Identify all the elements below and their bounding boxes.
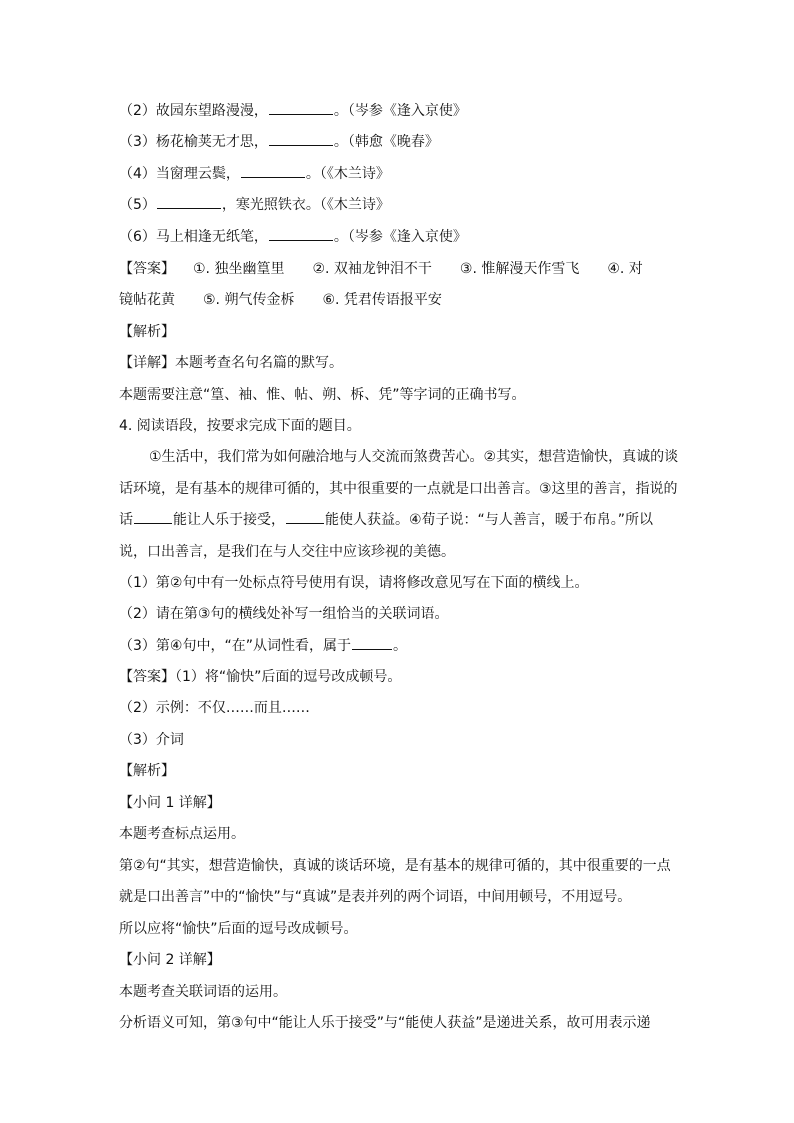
q4-subquestion-3 bbox=[119, 635, 679, 657]
q4-sub1-text-c: 就是口出善言”中的“愉快”与“真诚”是表并列的两个词语，中间用顿号，不用逗号。 bbox=[119, 889, 632, 905]
answer-blank bbox=[269, 101, 333, 115]
answer-blank bbox=[241, 164, 305, 178]
item-source: ，寒光照铁衣。（《木兰诗》 bbox=[221, 197, 390, 213]
q4-passage-line-1: ①生活中，我们常为如何融洽地与人交流而煞费苦心。②其实，想营造愉快，真诚的谈 bbox=[149, 449, 679, 465]
subquestion-text: 。 bbox=[392, 638, 407, 654]
item-source: 。（韩愈《晚春》 bbox=[333, 134, 439, 150]
answer-blank bbox=[157, 195, 221, 209]
passage-text: 话 bbox=[119, 512, 133, 528]
q3-detail: 【详解】本题考查名句名篇的默写。 bbox=[119, 355, 343, 371]
q3-item-5 bbox=[119, 194, 679, 216]
q4-subquestion-2: （2）请在第③句的横线处补写一组恰当的关联词语。 bbox=[119, 606, 449, 622]
answer-text: ①. 独坐幽篁里 ②. 双袖龙钟泪不干 ③. 惟解漫天作雪飞 ④. 对 bbox=[193, 261, 643, 277]
q4-sub1-text-d: 所以应将“愉快”后面的逗号改成顿号。 bbox=[119, 921, 358, 937]
q4-subquestion-1: （1）第②句中有一处标点符号使用有误，请将修改意见写在下面的横线上。 bbox=[119, 575, 589, 591]
item-source: 。（《木兰诗》 bbox=[305, 166, 390, 182]
q4-sub2-text-b: 分析语义可知，第③句中“能让人乐于接受”与“能使人获益”是递进关系，故可用表示递 bbox=[119, 1015, 651, 1031]
item-text: （3）杨花榆荚无才思， bbox=[119, 134, 268, 150]
q4-sub1-heading: 【小问 1 详解】 bbox=[119, 795, 221, 811]
answer-blank bbox=[269, 227, 333, 241]
item-source: 。（岑参《逢入京使》 bbox=[333, 103, 467, 119]
q4-passage-line-3 bbox=[119, 509, 679, 531]
q4-title: 4. 阅读语段，按要求完成下面的题目。 bbox=[119, 418, 361, 434]
q3-answer-line-2: 镜帖花黄 ⑤. 朔气传金柝 ⑥. 凭君传语报平安 bbox=[119, 292, 442, 308]
item-text: （6）马上相逢无纸笔， bbox=[119, 229, 268, 245]
q4-sub1-text-a: 本题考查标点运用。 bbox=[119, 826, 245, 842]
q3-analysis-label: 【解析】 bbox=[119, 324, 175, 340]
answer-blank bbox=[269, 132, 333, 146]
q4-passage-line-4: 说，口出善言，是我们在与人交往中应该珍视的美德。 bbox=[119, 544, 455, 560]
q4-sub2-heading: 【小问 2 详解】 bbox=[119, 952, 221, 968]
q4-analysis-label: 【解析】 bbox=[119, 763, 175, 779]
passage-text: 能使人获益。④荀子说：“与人善言，暖于布帛。”所以 bbox=[325, 512, 654, 528]
q3-answer-line-1 bbox=[119, 258, 679, 280]
item-source: 。（岑参《逢入京使》 bbox=[333, 229, 467, 245]
q4-answer-3: （3）介词 bbox=[119, 732, 184, 748]
q3-item-3 bbox=[119, 131, 679, 153]
subquestion-text: （3）第④句中，“在”从词性看，属于 bbox=[119, 638, 351, 654]
q3-note: 本题需要注意“篁、袖、惟、帖、朔、柝、凭”等字词的正确书写。 bbox=[119, 387, 526, 403]
q4-answer-2: （2）示例：不仅……而且…… bbox=[119, 700, 310, 716]
q3-item-4 bbox=[119, 163, 679, 185]
item-text: （5） bbox=[119, 197, 156, 213]
q4-sub2-text-a: 本题考查关联词语的运用。 bbox=[119, 984, 287, 1000]
q4-sub1-text-b: 第②句“其实，想营造愉快，真诚的谈话环境，是有基本的规律可循的，其中很重要的一点 bbox=[119, 858, 671, 874]
answer-blank bbox=[352, 636, 392, 650]
item-text: （4）当窗理云鬓， bbox=[119, 166, 240, 182]
answer-blank bbox=[134, 510, 172, 524]
answer-label: 【答案】 bbox=[119, 261, 175, 277]
q4-passage-line-2: 话环境，是有基本的规律可循的，其中很重要的一点就是口出善言。③这里的善言，指说的 bbox=[119, 481, 678, 497]
q3-item-6 bbox=[119, 226, 679, 248]
q3-item-2 bbox=[119, 100, 679, 122]
passage-text: 能让人乐于接受， bbox=[173, 512, 285, 528]
item-text: （2）故园东望路漫漫， bbox=[119, 103, 268, 119]
q4-answer-1: 【答案】（1）将“愉快”后面的逗号改成顿号。 bbox=[119, 669, 402, 685]
answer-blank bbox=[286, 510, 324, 524]
